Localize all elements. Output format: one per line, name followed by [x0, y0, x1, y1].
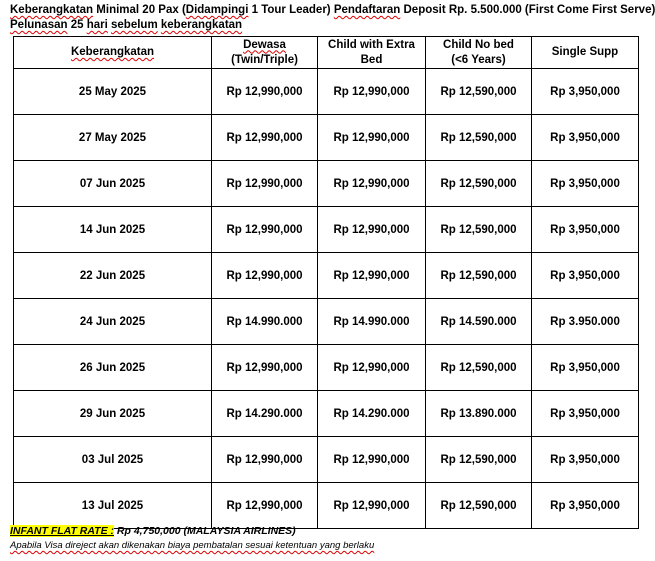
- price-cell: Rp 12,990,000: [318, 253, 426, 299]
- price-cell: Rp 13.890.000: [426, 391, 532, 437]
- table-row: [14, 483, 639, 529]
- departure-date-cell: 07 Jun 2025: [14, 161, 212, 207]
- column-header-child-no-bed: [426, 37, 532, 69]
- price-cell: Rp 12,590,000: [426, 345, 532, 391]
- price-cell: Rp 3,950,000: [532, 391, 639, 437]
- header-word: Didampingi: [185, 4, 249, 16]
- column-header-line2: Bed: [360, 53, 383, 66]
- price-cell: Rp 14.290.000: [212, 391, 318, 437]
- price-cell: Rp 12,990,000: [318, 115, 426, 161]
- price-cell: Rp 3,950,000: [532, 115, 639, 161]
- column-header-departure: [14, 37, 212, 69]
- price-cell: Rp 3,950,000: [532, 345, 639, 391]
- column-header-line1: Single Supp: [551, 46, 619, 58]
- column-header-line2: (Twin/Triple): [231, 53, 298, 66]
- table-row: [14, 345, 639, 391]
- header-text: 1 Tour Leader): [248, 4, 334, 16]
- price-cell: Rp 12,590,000: [426, 253, 532, 299]
- price-cell: Rp 3,950,000: [532, 483, 639, 529]
- header-text: Deposit Rp. 5.500.000 (First Come First Serve): [400, 4, 655, 16]
- header-word: Pelunasan: [10, 19, 68, 31]
- infant-rate: [10, 525, 296, 537]
- price-cell: Rp 12,990,000: [212, 437, 318, 483]
- table-header-row: [14, 37, 639, 69]
- column-header-child-extra-bed: [318, 37, 426, 69]
- departure-date-cell: 25 May 2025: [14, 69, 212, 115]
- departure-date-cell: 14 Jun 2025: [14, 207, 212, 253]
- departure-date-cell: 03 Jul 2025: [14, 437, 212, 483]
- column-header-line1: Dewasa: [243, 38, 286, 51]
- header-word: Pendaftaran: [333, 4, 401, 16]
- header-line-2: [10, 19, 242, 31]
- price-cell: Rp 12,590,000: [426, 69, 532, 115]
- column-header-single-supp: [532, 37, 639, 69]
- price-cell: Rp 12,590,000: [426, 437, 532, 483]
- price-cell: Rp 12,590,000: [426, 207, 532, 253]
- price-cell: Rp 12,990,000: [212, 69, 318, 115]
- price-cell: Rp 3,950,000: [532, 69, 639, 115]
- table-row: [14, 299, 639, 345]
- departure-date-cell: 22 Jun 2025: [14, 253, 212, 299]
- table-row: [14, 115, 639, 161]
- price-cell: Rp 12,990,000: [212, 345, 318, 391]
- price-cell: Rp 3,950,000: [532, 161, 639, 207]
- departure-date-cell: 24 Jun 2025: [14, 299, 212, 345]
- visa-note: Apabila Visa direject akan dikenakan biaya pembatalan sesuai ketentuan yang berlaku: [10, 540, 375, 551]
- price-cell: Rp 12,990,000: [212, 207, 318, 253]
- price-cell: Rp 3.950.000: [532, 299, 639, 345]
- price-cell: Rp 3,950,000: [532, 253, 639, 299]
- price-cell: Rp 12,990,000: [212, 253, 318, 299]
- table-row: [14, 161, 639, 207]
- header-word: keberangkatan: [160, 19, 243, 31]
- price-cell: Rp 12,590,000: [426, 483, 532, 529]
- price-cell: Rp 3,950,000: [532, 437, 639, 483]
- column-header-line1: Child with Extra: [328, 38, 415, 51]
- price-cell: Rp 14.990.000: [318, 299, 426, 345]
- price-cell: Rp 3,950,000: [532, 207, 639, 253]
- column-header-line1: Keberangkatan: [70, 46, 155, 58]
- header-line-1: [10, 4, 655, 16]
- header-text: 25: [67, 19, 87, 31]
- price-cell: Rp 12,590,000: [426, 115, 532, 161]
- table-row: [14, 207, 639, 253]
- header-text: Minimal 20 Pax (: [93, 4, 186, 16]
- column-header-line2: (<6 Years): [451, 53, 506, 66]
- price-cell: Rp 12,990,000: [318, 483, 426, 529]
- price-cell: Rp 12,990,000: [318, 69, 426, 115]
- price-table: [13, 36, 639, 529]
- departure-date-cell: 27 May 2025: [14, 115, 212, 161]
- price-cell: Rp 12,990,000: [212, 161, 318, 207]
- price-cell: Rp 12,990,000: [212, 115, 318, 161]
- price-cell: Rp 14.590.000: [426, 299, 532, 345]
- price-cell: Rp 14.290.000: [318, 391, 426, 437]
- departure-date-cell: 26 Jun 2025: [14, 345, 212, 391]
- header-word: hari: [86, 19, 108, 31]
- price-cell: Rp 12,990,000: [318, 437, 426, 483]
- price-cell: Rp 14.990.000: [212, 299, 318, 345]
- price-cell: Rp 12,990,000: [212, 483, 318, 529]
- table-row: [14, 69, 639, 115]
- header-word: sebelum: [111, 19, 158, 31]
- price-cell: Rp 12,590,000: [426, 161, 532, 207]
- table-row: [14, 437, 639, 483]
- column-header-adult: [212, 37, 318, 69]
- price-cell: Rp 12,990,000: [318, 161, 426, 207]
- departure-date-cell: 13 Jul 2025: [14, 483, 212, 529]
- price-cell: Rp 12,990,000: [318, 207, 426, 253]
- infant-rate-value: Rp 4,750,000 (MALAYSIA AIRLINES): [114, 525, 296, 537]
- table-row: [14, 391, 639, 437]
- price-cell: Rp 12,990,000: [318, 345, 426, 391]
- departure-date-cell: 29 Jun 2025: [14, 391, 212, 437]
- infant-rate-label: INFANT FLAT RATE :: [10, 525, 115, 537]
- header-word: Keberangkatan: [10, 4, 94, 16]
- table-row: [14, 253, 639, 299]
- column-header-line1: Child No bed: [443, 38, 514, 51]
